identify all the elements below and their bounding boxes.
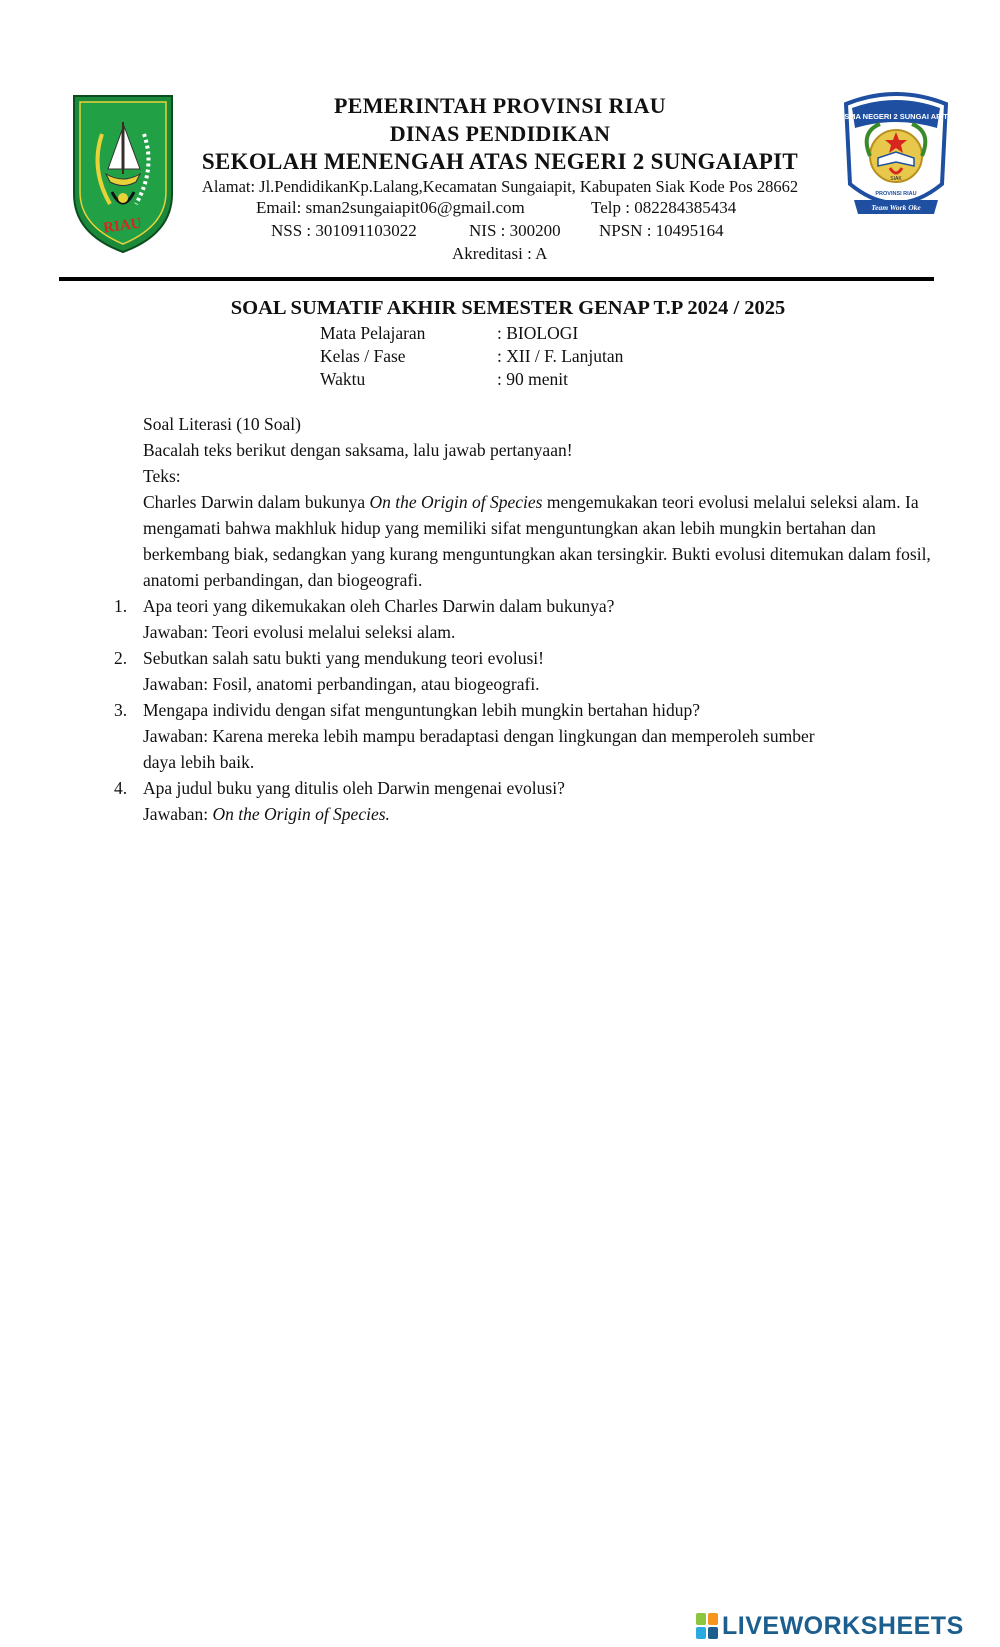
school-logo-top-text: SMA NEGERI 2 SUNGAI APIT (844, 112, 948, 121)
school-logo-siak-text: SIAK (890, 176, 902, 182)
section-title: Soal Literasi (10 Soal) (143, 414, 301, 434)
answer-4-prefix: Jawaban: (143, 804, 213, 824)
liveworksheets-brand (696, 1612, 964, 1640)
meta-value-time: : 90 menit (497, 369, 568, 389)
liveworksheets-wordmark: LIVEWORKSHEETS (722, 1611, 964, 1640)
question-number: 2. (114, 648, 128, 668)
text-label: Teks: (143, 466, 181, 486)
school-logo-ribbon-text: Team Work Oke (871, 203, 921, 212)
passage-rest: mengemukakan teori evolusi melalui seleksi alam. Ia mengamati bahwa makhluk hidup yang memiliki sifat menguntungkan akan lebih mungkin bertahan dan berkembang biak, sedangkan yang kurang menguntungkan akan tersingkir. Bukti evolusi ditemukan dalam fosil, anatomi perbandingan, dan biogeografi. (143, 492, 931, 590)
meta-label-time: Waktu (320, 369, 366, 389)
meta-label-class: Kelas / Fase (320, 346, 406, 366)
answer-1: Jawaban: Teori evolusi melalui seleksi alam. (143, 622, 456, 642)
question-1: Apa teori yang dikemukakan oleh Charles Darwin dalam bukunya? (143, 596, 615, 616)
letterhead-divider (59, 277, 934, 281)
header-government: PEMERINTAH PROVINSI RIAU (334, 93, 666, 118)
question-4: Apa judul buku yang ditulis oleh Darwin mengenai evolusi? (143, 778, 565, 798)
answer-3-line2: daya lebih baik. (143, 752, 255, 772)
header-address: Alamat: Jl.PendidikanKp.Lalang,Kecamatan Sungaiapit, Kabupaten Siak Kode Pos 28662 (201, 177, 799, 196)
question-2: Sebutkan salah satu bukti yang mendukung teori evolusi! (143, 648, 544, 668)
school-logo-bottom-text: PROVINSI RIAU (875, 191, 917, 197)
answer-4 (143, 804, 390, 825)
exam-title: SOAL SUMATIF AKHIR SEMESTER GENAP T.P 2024 / 2025 (230, 297, 786, 319)
answer-2: Jawaban: Fosil, anatomi perbandingan, atau biogeografi. (143, 674, 540, 694)
question-3: Mengapa individu dengan sifat menguntungkan lebih mungkin bertahan hidup? (143, 700, 700, 720)
reading-passage (143, 489, 933, 593)
meta-label-subject: Mata Pelajaran (320, 323, 426, 343)
header-phone: Telp : 082284385434 (591, 198, 737, 217)
header-nis: NIS : 300200 (469, 221, 561, 240)
header-nss: NSS : 301091103022 (271, 221, 417, 240)
meta-value-class: : XII / F. Lanjutan (497, 346, 624, 366)
meta-value-subject: : BIOLOGI (497, 323, 579, 343)
header-npsn: NPSN : 10495164 (599, 221, 724, 240)
header-accreditation: Akreditasi : A (452, 244, 548, 263)
riau-logo-text: RIAU (102, 215, 143, 237)
answer-3-line1: Jawaban: Karena mereka lebih mampu beradaptasi dengan lingkungan dan memperoleh sumber (143, 726, 815, 746)
header-department: DINAS PENDIDIKAN (389, 121, 611, 146)
answer-4-book-title: On the Origin of Species. (212, 804, 390, 824)
header-email: Email: sman2sungaiapit06@gmail.com (256, 198, 525, 217)
passage-book-title: On the Origin of Species (369, 492, 543, 512)
liveworksheets-logo-icon (696, 1613, 718, 1639)
header-school-name: SEKOLAH MENENGAH ATAS NEGERI 2 SUNGAIAPIT (201, 149, 799, 174)
question-number: 1. (114, 596, 128, 616)
question-number: 4. (114, 778, 128, 798)
instruction: Bacalah teks berikut dengan saksama, lalu jawab pertanyaan! (143, 440, 573, 460)
question-number: 3. (114, 700, 128, 720)
passage-start: Charles Darwin dalam bukunya (143, 492, 370, 512)
